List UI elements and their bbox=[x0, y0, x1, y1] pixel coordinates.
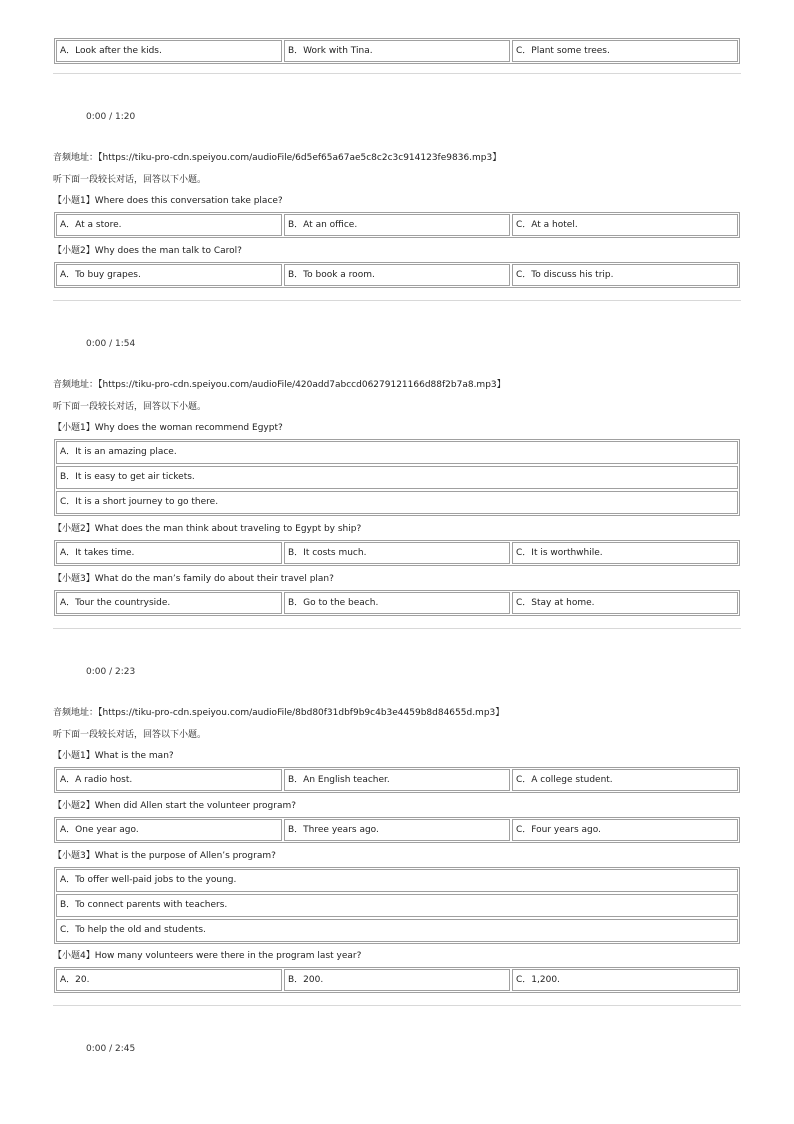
options-table bbox=[54, 212, 740, 238]
option-a[interactable]: A．To buy grapes. bbox=[56, 264, 282, 286]
option-b[interactable]: B．Work with Tina. bbox=[284, 40, 510, 62]
listening-instruction: 听下面一段较长对话，回答以下小题。 bbox=[53, 175, 207, 185]
options-row bbox=[56, 769, 738, 791]
options-row bbox=[56, 491, 738, 514]
option-a[interactable]: A．A radio host. bbox=[56, 769, 282, 791]
option-c[interactable]: C．Stay at home. bbox=[512, 592, 738, 614]
option-c[interactable]: C．1,200. bbox=[512, 969, 738, 991]
options-table bbox=[54, 967, 740, 993]
options-row bbox=[56, 592, 738, 614]
options-table bbox=[54, 262, 740, 288]
options-row bbox=[56, 214, 738, 236]
question-text: 【小题3】What do the man’s family do about their travel plan? bbox=[53, 574, 334, 584]
options-table bbox=[54, 817, 740, 843]
option-b[interactable]: B．Three years ago. bbox=[284, 819, 510, 841]
option-a[interactable]: A．20. bbox=[56, 969, 282, 991]
option-b[interactable]: B．200. bbox=[284, 969, 510, 991]
section-divider bbox=[53, 628, 741, 629]
option-b[interactable]: B．It costs much. bbox=[284, 542, 510, 564]
options-row bbox=[56, 869, 738, 892]
question-text: 【小题2】When did Allen start the volunteer program? bbox=[53, 801, 297, 811]
options-row bbox=[56, 894, 738, 917]
options-table bbox=[54, 540, 740, 566]
option-c[interactable]: C．To discuss his trip. bbox=[512, 264, 738, 286]
options-table bbox=[54, 590, 740, 616]
option-a[interactable]: A．It takes time. bbox=[56, 542, 282, 564]
question-text: 【小题2】Why does the man talk to Carol? bbox=[53, 246, 242, 256]
option-c[interactable]: C．Four years ago. bbox=[512, 819, 738, 841]
question-text: 【小题2】What does the man think about traveling to Egypt by ship? bbox=[53, 524, 362, 534]
option-b[interactable]: B．To connect parents with teachers. bbox=[56, 894, 738, 917]
option-c[interactable]: C．At a hotel. bbox=[512, 214, 738, 236]
option-c[interactable]: C．To help the old and students. bbox=[56, 919, 738, 942]
options-row bbox=[56, 819, 738, 841]
options-row bbox=[56, 542, 738, 564]
audio-url: 音频地址：【https://tiku-pro-cdn.speiyou.com/audioFile/420add7abccd06279121166d88f2b7a8.mp3】 bbox=[53, 380, 506, 390]
audio-player-time[interactable]: 0:00 / 2:45 bbox=[86, 1044, 136, 1054]
options-row bbox=[56, 40, 738, 62]
question-text: 【小题1】Where does this conversation take place? bbox=[53, 196, 283, 206]
options-row bbox=[56, 969, 738, 991]
option-b[interactable]: B．An English teacher. bbox=[284, 769, 510, 791]
option-a[interactable]: A．To offer well-paid jobs to the young. bbox=[56, 869, 738, 892]
section-divider bbox=[53, 73, 741, 74]
option-b[interactable]: B．At an office. bbox=[284, 214, 510, 236]
option-c[interactable]: C．It is a short journey to go there. bbox=[56, 491, 738, 514]
audio-url: 音频地址：【https://tiku-pro-cdn.speiyou.com/audioFile/8bd80f31dbf9b9c4b3e4459b8d84655d.mp3】 bbox=[53, 708, 505, 718]
section-divider bbox=[53, 1005, 741, 1006]
options-row bbox=[56, 441, 738, 464]
option-a[interactable]: A．At a store. bbox=[56, 214, 282, 236]
listening-instruction: 听下面一段较长对话，回答以下小题。 bbox=[53, 730, 207, 740]
options-table bbox=[54, 439, 740, 516]
option-c[interactable]: C．Plant some trees. bbox=[512, 40, 738, 62]
options-row bbox=[56, 264, 738, 286]
audio-player-time[interactable]: 0:00 / 2:23 bbox=[86, 667, 136, 677]
options-row bbox=[56, 919, 738, 942]
question-text: 【小题4】How many volunteers were there in the program last year? bbox=[53, 951, 362, 961]
question-text: 【小题1】Why does the woman recommend Egypt? bbox=[53, 423, 283, 433]
option-a[interactable]: A．One year ago. bbox=[56, 819, 282, 841]
audio-player-time[interactable]: 0:00 / 1:20 bbox=[86, 112, 136, 122]
option-a[interactable]: A．Tour the countryside. bbox=[56, 592, 282, 614]
question-text: 【小题3】What is the purpose of Allen’s program? bbox=[53, 851, 276, 861]
option-b[interactable]: B．Go to the beach. bbox=[284, 592, 510, 614]
option-b[interactable]: B．It is easy to get air tickets. bbox=[56, 466, 738, 489]
option-b[interactable]: B．To book a room. bbox=[284, 264, 510, 286]
audio-player-time[interactable]: 0:00 / 1:54 bbox=[86, 339, 136, 349]
option-a[interactable]: A．Look after the kids. bbox=[56, 40, 282, 62]
options-row bbox=[56, 466, 738, 489]
option-c[interactable]: C．It is worthwhile. bbox=[512, 542, 738, 564]
section-divider bbox=[53, 300, 741, 301]
option-c[interactable]: C．A college student. bbox=[512, 769, 738, 791]
question-text: 【小题1】What is the man? bbox=[53, 751, 174, 761]
listening-instruction: 听下面一段较长对话，回答以下小题。 bbox=[53, 402, 207, 412]
options-table bbox=[54, 867, 740, 944]
option-a[interactable]: A．It is an amazing place. bbox=[56, 441, 738, 464]
options-table bbox=[54, 38, 740, 64]
audio-url: 音频地址：【https://tiku-pro-cdn.speiyou.com/audioFile/6d5ef65a67ae5c8c2c3c914123fe9836.mp3】 bbox=[53, 153, 502, 163]
options-table bbox=[54, 767, 740, 793]
